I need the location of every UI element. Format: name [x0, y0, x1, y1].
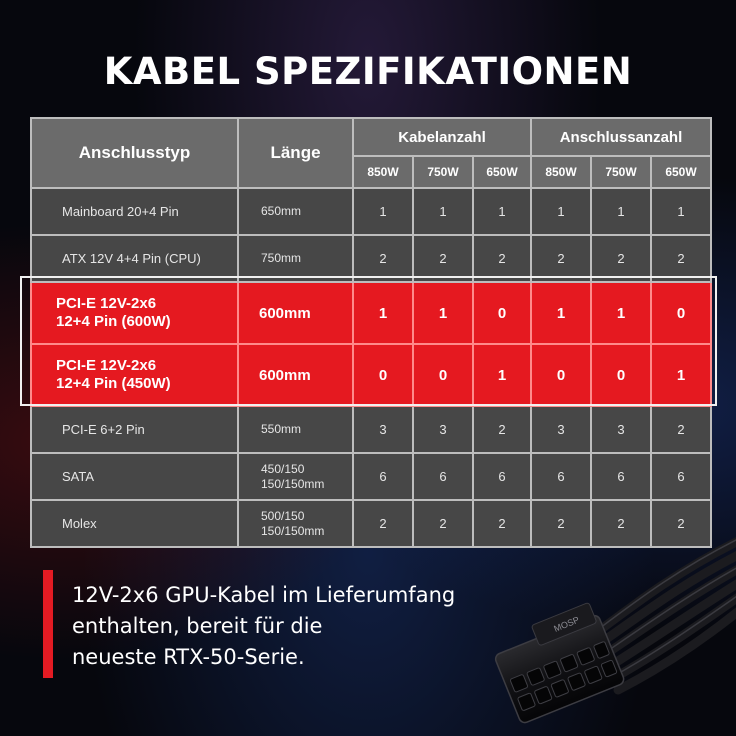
- count-cell: 2: [531, 500, 591, 547]
- count-cell: 2: [531, 235, 591, 282]
- count-cell: 6: [651, 453, 711, 500]
- count-cell: 2: [473, 500, 531, 547]
- length-cell: 600mm: [238, 282, 353, 344]
- count-cell: 2: [413, 235, 473, 282]
- count-cell: 2: [651, 500, 711, 547]
- count-cell: 1: [473, 344, 531, 406]
- count-cell: 1: [591, 188, 651, 235]
- header-wattage: 850W: [353, 156, 413, 188]
- count-cell: 3: [531, 406, 591, 453]
- count-cell: 3: [353, 406, 413, 453]
- count-cell: 6: [531, 453, 591, 500]
- count-cell: 2: [353, 235, 413, 282]
- header-cable-count: Kabelanzahl: [353, 118, 531, 156]
- table-row: [31, 453, 711, 500]
- count-cell: 6: [591, 453, 651, 500]
- header-wattage: 750W: [591, 156, 651, 188]
- connector-type-cell: PCI-E 12V-2x6 12+4 Pin (450W): [31, 344, 238, 406]
- count-cell: 0: [531, 344, 591, 406]
- table-row: [31, 235, 711, 282]
- count-cell: 2: [591, 500, 651, 547]
- header-wattage: 850W: [531, 156, 591, 188]
- length-cell: 450/150 150/150mm: [238, 453, 353, 500]
- connector-type-cell: Mainboard 20+4 Pin: [31, 188, 238, 235]
- caption-line: 12V-2x6 GPU-Kabel im Lieferumfang: [72, 583, 456, 607]
- count-cell: 1: [651, 344, 711, 406]
- length-cell: 500/150 150/150mm: [238, 500, 353, 547]
- table-row: [31, 344, 711, 406]
- count-cell: 2: [651, 406, 711, 453]
- count-cell: 1: [353, 282, 413, 344]
- caption-line: neueste RTX-50-Serie.: [72, 645, 305, 669]
- count-cell: 1: [473, 188, 531, 235]
- caption-line: enthalten, bereit für die: [72, 614, 323, 638]
- header-connector-type: Anschlusstyp: [31, 118, 238, 188]
- count-cell: 1: [531, 282, 591, 344]
- table-row: [31, 282, 711, 344]
- count-cell: 0: [591, 344, 651, 406]
- connector-type-cell: PCI-E 12V-2x6 12+4 Pin (600W): [31, 282, 238, 344]
- count-cell: 0: [353, 344, 413, 406]
- header-wattage: 750W: [413, 156, 473, 188]
- count-cell: 2: [473, 406, 531, 453]
- count-cell: 1: [531, 188, 591, 235]
- length-cell: 600mm: [238, 344, 353, 406]
- count-cell: 3: [591, 406, 651, 453]
- count-cell: 1: [413, 188, 473, 235]
- header-wattage: 650W: [651, 156, 711, 188]
- connector-type-cell: PCI-E 6+2 Pin: [31, 406, 238, 453]
- count-cell: 1: [353, 188, 413, 235]
- table-row: [31, 188, 711, 235]
- header-connector-count: Anschlussanzahl: [531, 118, 711, 156]
- count-cell: 1: [413, 282, 473, 344]
- count-cell: 2: [353, 500, 413, 547]
- count-cell: 6: [413, 453, 473, 500]
- page-title: KABEL SPEZIFIKATIONEN: [103, 50, 633, 93]
- count-cell: 0: [413, 344, 473, 406]
- length-cell: 650mm: [238, 188, 353, 235]
- length-cell: 750mm: [238, 235, 353, 282]
- count-cell: 6: [353, 453, 413, 500]
- count-cell: 3: [413, 406, 473, 453]
- connector-type-cell: Molex: [31, 500, 238, 547]
- bottom-caption: [72, 580, 492, 673]
- count-cell: 1: [651, 188, 711, 235]
- count-cell: 2: [591, 235, 651, 282]
- count-cell: 1: [591, 282, 651, 344]
- cable-spec-table: [30, 117, 712, 548]
- count-cell: 2: [473, 235, 531, 282]
- gpu-cable-connector-icon: [490, 520, 736, 736]
- header-length: Länge: [238, 118, 353, 188]
- count-cell: 6: [473, 453, 531, 500]
- count-cell: 0: [651, 282, 711, 344]
- connector-type-cell: ATX 12V 4+4 Pin (CPU): [31, 235, 238, 282]
- count-cell: 2: [651, 235, 711, 282]
- header-wattage: 650W: [473, 156, 531, 188]
- svg-text:MOSP: MOSP: [552, 614, 581, 634]
- connector-type-cell: SATA: [31, 453, 238, 500]
- table-row: [31, 406, 711, 453]
- accent-bar: [43, 570, 53, 678]
- count-cell: 2: [413, 500, 473, 547]
- count-cell: 0: [473, 282, 531, 344]
- length-cell: 550mm: [238, 406, 353, 453]
